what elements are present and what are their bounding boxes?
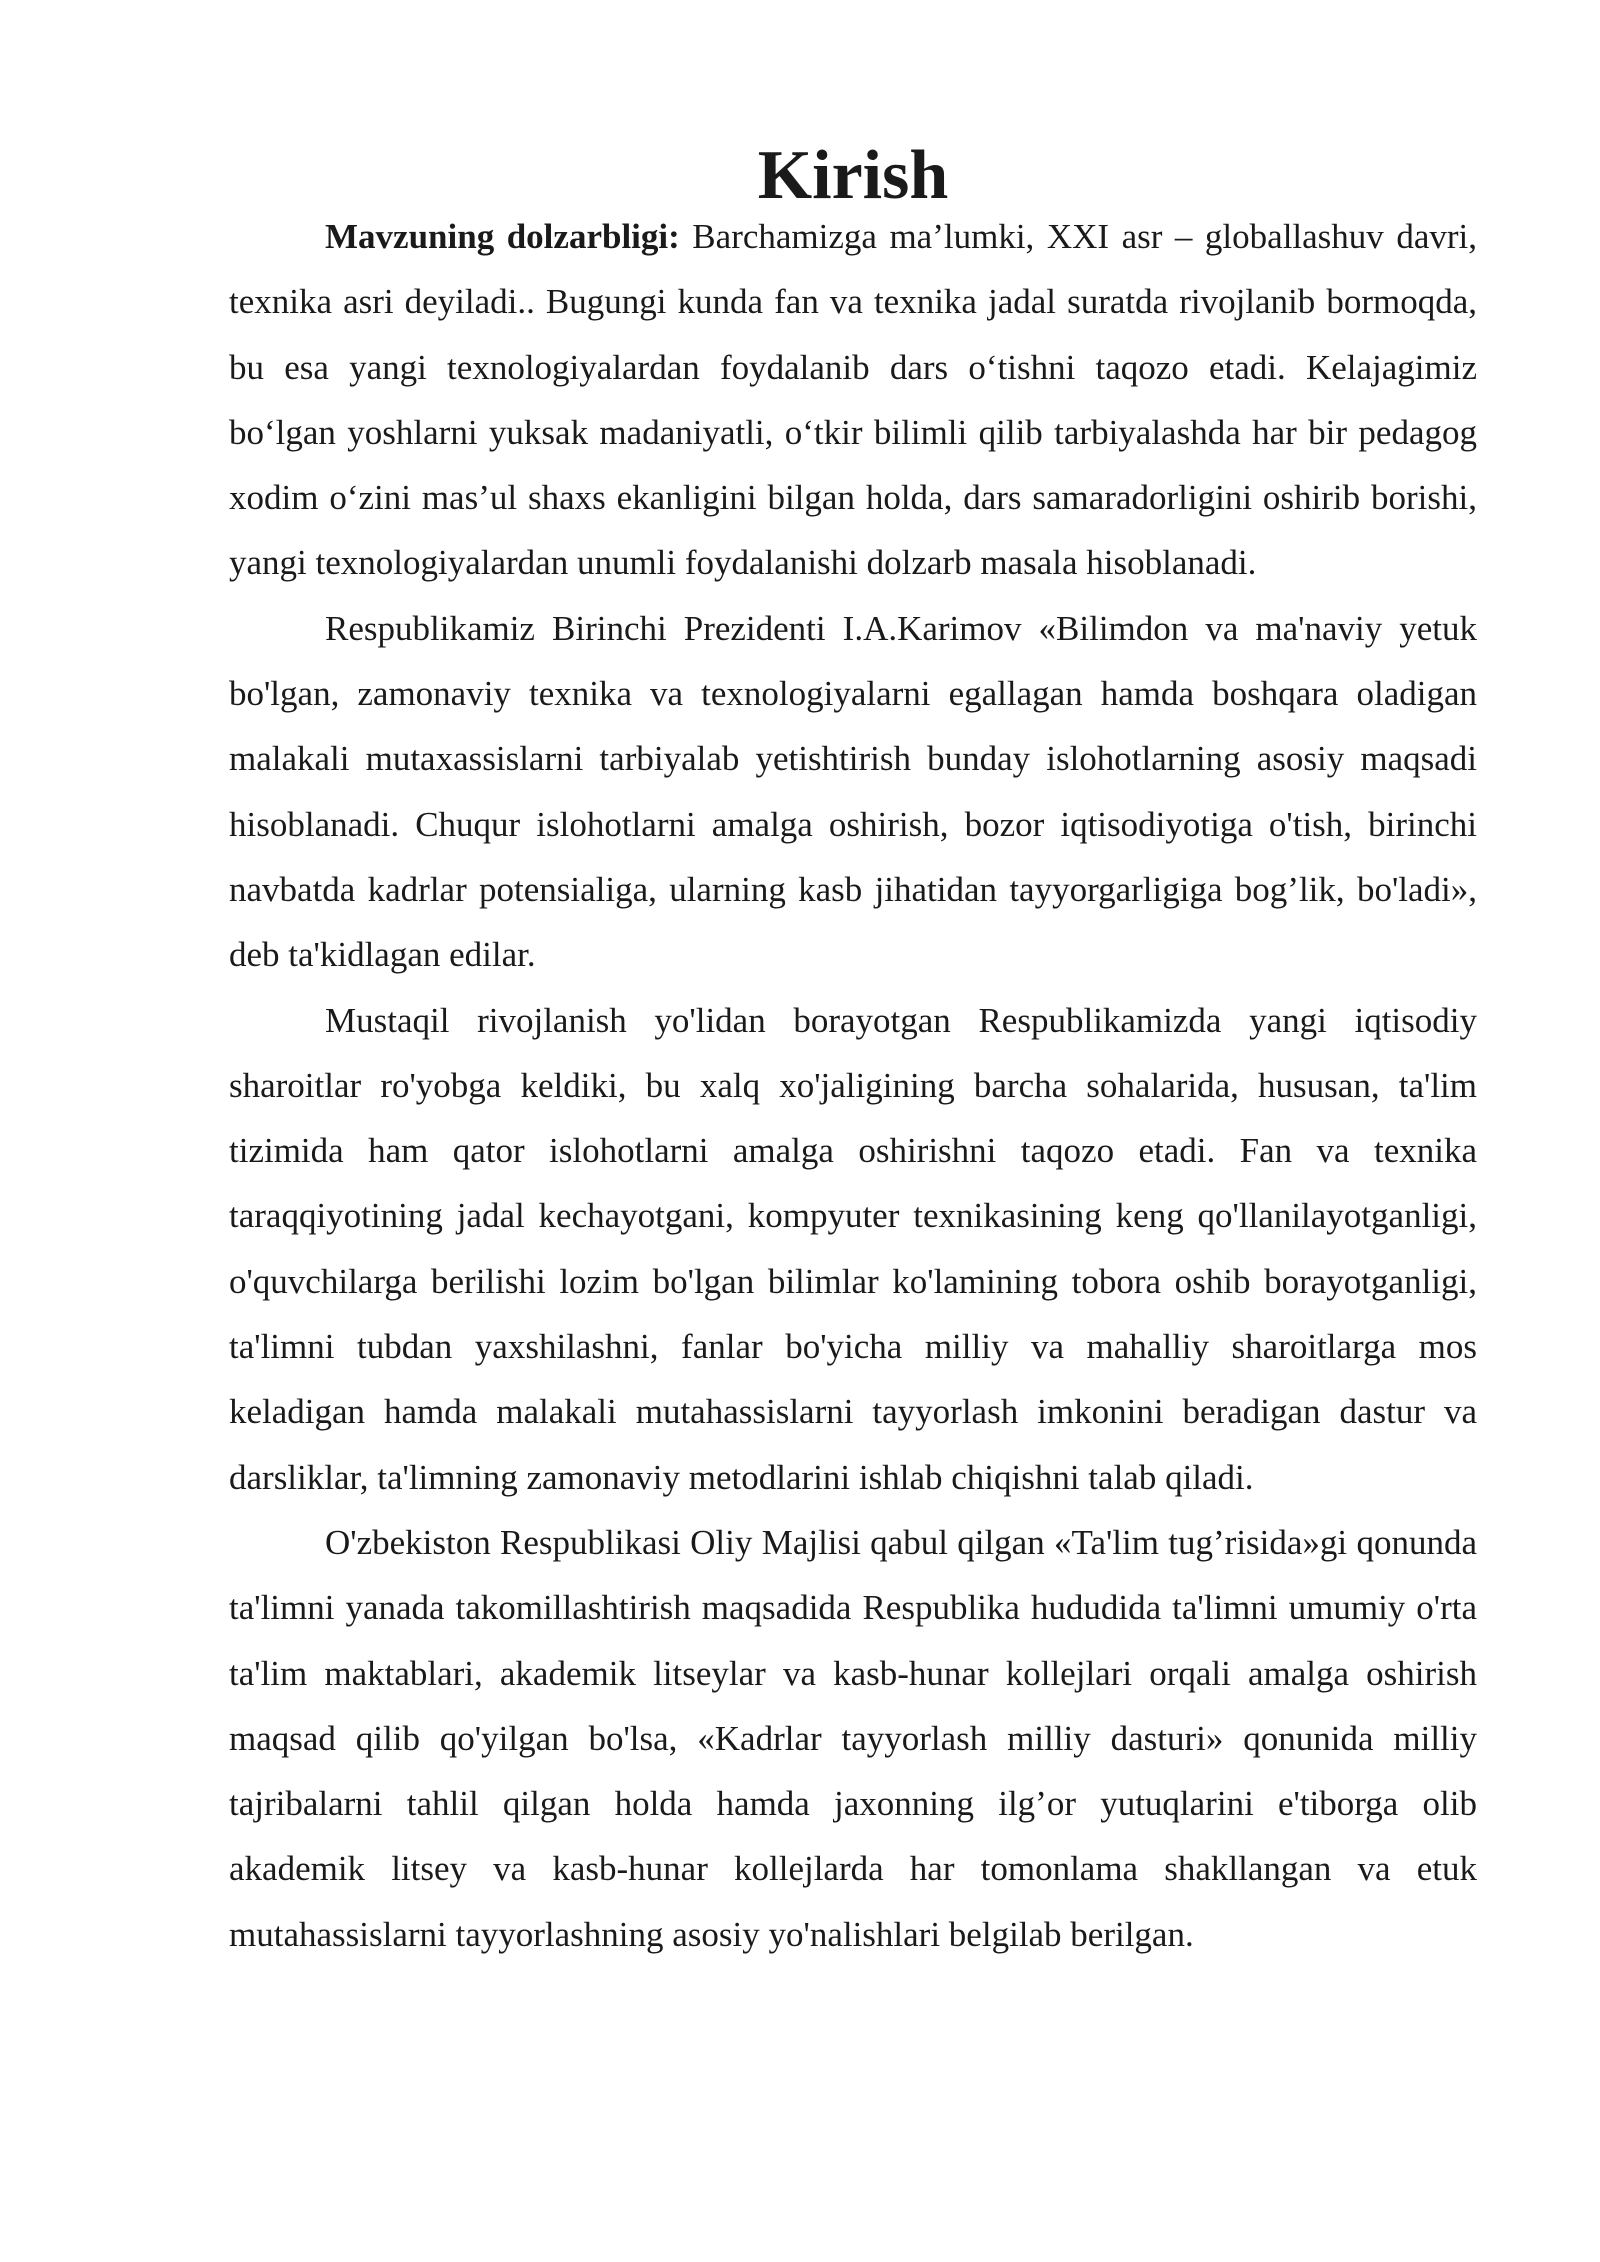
paragraph-text: O'zbekiston Respublikasi Oliy Majlisi qabul qilgan «Ta'lim tug’risida»gi qonunda ta'limni yanada takomillashtirish maqsadida Respublika hududida ta'limni umumiy o'rta ta'lim maktablari, akademik litseylar va kasb-hunar kollejlari orqali amalga oshirish maqsad qilib qo'yilgan bo'lsa, «Kadrlar tayyorlash milliy dasturi» qonunida milliy tajribalarni tahlil qilgan holda hamda jaxonning ilg’or yutuqlarini e'tiborga olib akademik litsey va kasb-hunar kollejlarda har tomonlama shakllangan va etuk mutahassislarni tayyorlashning asosiy yo'nalishlari belgilab berilgan. xyxy=(229,1522,1477,1954)
paragraph-relevance xyxy=(229,204,1477,596)
document-body xyxy=(229,137,1477,1967)
paragraph-text: Barchamizga ma’lumki, XXI asr – globallashuv davri, texnika asri deyiladi.. Bugungi kunda fan va texnika jadal suratda rivojlanib bormoqda, bu esa yangi texnologiyalardan foydalanib dars o‘tishni taqozo etadi. Kelajagimiz bo‘lgan yoshlarni yuksak madaniyatli, o‘tkir bilimli qilib tarbiyalashda har bir pedagog xodim o‘zini mas’ul shaxs ekanligini bilgan holda, dars samaradorligini oshirib borishi, yangi texnologiyalardan unumli foydalanishi dolzarb masala hisoblanadi. xyxy=(229,217,1477,583)
paragraph-president-quote xyxy=(229,596,1477,988)
paragraph-text: Mustaqil rivojlanish yo'lidan borayotgan Respublikamizda yangi iqtisodiy sharoitlar ro'yobga keldiki, bu xalq xo'jaligining barcha sohalarida, hususan, ta'lim tizimida ham qator islohotlarni amalga oshirishni taqozo etadi. Fan va texnika taraqqiyotining jadal kechayotgani, kompyuter texnikasining keng qo'llanilayotganligi, o'quvchilarga berilishi lozim bo'lgan bilimlar ko'lamining tobora oshib borayotganligi, ta'limni tubdan yaxshilashni, fanlar bo'yicha milliy va mahalliy sharoitlarga mos keladigan hamda malakali mutahassislarni tayyorlash imkonini beradigan dastur va darsliklar, ta'limning zamonaviy metodlarini ishlab chiqishni talab qiladi. xyxy=(229,1000,1477,1497)
paragraph-lead-heading: Mavzuning dolzarbligi: xyxy=(325,217,680,256)
paragraph-reforms xyxy=(229,988,1477,1510)
paragraph-text: Respublikamiz Birinchi Prezidenti I.A.Karimov «Bilimdon va ma'naviy yetuk bo'lgan, zamonaviy texnika va texnologiyalarni egallagan hamda boshqara oladigan malakali mutaxassislarni tarbiyalab yetishtirish bunday islohotlarning asosiy maqsadi hisoblanadi. Chuqur islohotlarni amalga oshirish, bozor iqtisodiyotiga o'tish, birinchi navbatda kadrlar potensialiga, ularning kasb jihatidan tayyorgarligiga bog’lik, bo'ladi», deb ta'kidlagan edilar. xyxy=(229,608,1477,975)
paragraph-education-law xyxy=(229,1510,1477,1967)
document-title: Kirish xyxy=(757,137,949,214)
